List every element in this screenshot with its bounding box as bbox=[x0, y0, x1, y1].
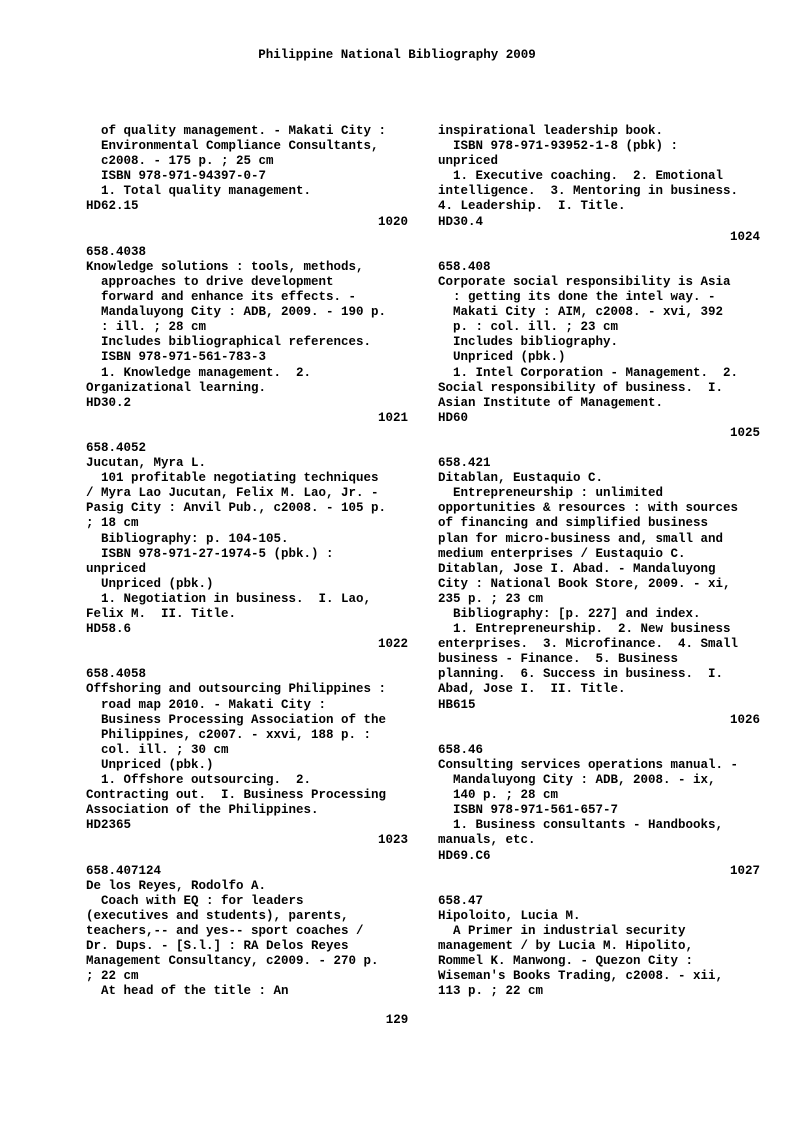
text-line: Unpriced (pbk.) bbox=[86, 576, 214, 591]
text-line: (executives and students), parents, bbox=[86, 908, 349, 923]
text-line: Rommel K. Manwong. - Quezon City : bbox=[438, 954, 694, 969]
text-line: Includes bibliography. bbox=[438, 335, 619, 350]
text-line: forward and enhance its effects. - bbox=[86, 290, 357, 305]
right-column bbox=[438, 124, 760, 999]
text-line: Pasig City : Anvil Pub., c2008. - 105 p. bbox=[86, 501, 387, 516]
text-line: HD60 bbox=[438, 410, 469, 425]
text-line: planning. 6. Success in business. I. bbox=[438, 667, 724, 682]
entry-gap bbox=[86, 849, 408, 864]
text-line: unpriced bbox=[86, 561, 147, 576]
entry-number: 1024 bbox=[729, 229, 760, 244]
text-line: Business Processing Association of the bbox=[86, 712, 387, 727]
text-line: enterprises. 3. Microfinance. 4. Small bbox=[438, 637, 739, 652]
entry-number: 1026 bbox=[729, 712, 760, 727]
text-line: unpriced bbox=[438, 154, 499, 169]
text-line: approaches to drive development bbox=[86, 274, 334, 289]
entry-number: 1025 bbox=[729, 425, 760, 440]
text-line: 1. Knowledge management. 2. bbox=[86, 365, 312, 380]
entry-number: 1022 bbox=[377, 637, 408, 652]
text-line: Social responsibility of business. I. bbox=[438, 380, 724, 395]
text-line: Includes bibliographical references. bbox=[86, 335, 372, 350]
text-line: 658.4058 bbox=[86, 667, 147, 682]
text-line: 1. Negotiation in business. I. Lao, bbox=[86, 591, 372, 606]
text-line: p. : col. ill. ; 23 cm bbox=[438, 320, 619, 335]
text-line: ; 18 cm bbox=[86, 516, 139, 531]
text-line: Contracting out. I. Business Processing bbox=[86, 788, 387, 803]
text-line: 658.47 bbox=[438, 893, 484, 908]
entry-number: 1027 bbox=[729, 863, 760, 878]
text-line: 658.46 bbox=[438, 742, 484, 757]
entry-gap bbox=[86, 426, 408, 441]
text-line: c2008. - 175 p. ; 25 cm bbox=[86, 154, 274, 169]
text-line: Wiseman's Books Trading, c2008. - xii, bbox=[438, 969, 724, 984]
text-line: Hipoloito, Lucia M. bbox=[438, 908, 581, 923]
entry-number: 1023 bbox=[377, 833, 408, 848]
text-line: HD62.15 bbox=[86, 199, 139, 214]
text-line: 1. Business consultants - Handbooks, bbox=[438, 818, 724, 833]
text-line: 1. Intel Corporation - Management. 2. bbox=[438, 365, 739, 380]
text-line: intelligence. 3. Mentoring in business. bbox=[438, 184, 739, 199]
text-line: business - Finance. 5. Business bbox=[438, 652, 679, 667]
text-line: opportunities & resources : with sources bbox=[438, 501, 739, 516]
text-line: Ditablan, Eustaquio C. bbox=[438, 471, 604, 486]
text-line: 4. Leadership. I. Title. bbox=[438, 199, 626, 214]
entry-number: 1020 bbox=[377, 214, 408, 229]
text-line: Organizational learning. bbox=[86, 380, 267, 395]
text-line: Association of the Philippines. bbox=[86, 803, 319, 818]
text-line: : ill. ; 28 cm bbox=[86, 320, 207, 335]
text-line: Jucutan, Myra L. bbox=[86, 456, 207, 471]
text-line: Environmental Compliance Consultants, bbox=[86, 139, 379, 154]
text-line: teachers,-- and yes-- sport coaches / bbox=[86, 923, 364, 938]
text-line: ISBN 978-971-27-1974-5 (pbk.) : bbox=[86, 546, 334, 561]
text-line: HD30.2 bbox=[86, 395, 132, 410]
text-line: plan for micro-business and, small and bbox=[438, 531, 724, 546]
text-line: HD30.4 bbox=[438, 214, 484, 229]
text-line: ; 22 cm bbox=[86, 969, 139, 984]
text-line: 658.4052 bbox=[86, 440, 147, 455]
text-line: De los Reyes, Rodolfo A. bbox=[86, 878, 267, 893]
text-line: ISBN 978-971-561-657-7 bbox=[438, 803, 619, 818]
text-line: 1. Entrepreneurship. 2. New business bbox=[438, 622, 731, 637]
text-line: 113 p. ; 22 cm bbox=[438, 984, 544, 999]
text-line: HB615 bbox=[438, 697, 476, 712]
text-line: col. ill. ; 30 cm bbox=[86, 742, 229, 757]
text-line: 658.408 bbox=[438, 259, 491, 274]
page-number: 129 bbox=[385, 1013, 409, 1027]
text-line: Unpriced (pbk.) bbox=[86, 757, 214, 772]
text-line: 1. Offshore outsourcing. 2. bbox=[86, 773, 312, 788]
text-line: Offshoring and outsourcing Philippines : bbox=[86, 682, 387, 697]
text-line: of financing and simplified business bbox=[438, 516, 709, 531]
text-line: management / by Lucia M. Hipolito, bbox=[438, 939, 694, 954]
text-line: Knowledge solutions : tools, methods, bbox=[86, 259, 364, 274]
text-line: Dr. Dups. - [S.l.] : RA Delos Reyes bbox=[86, 939, 349, 954]
entry-gap bbox=[438, 728, 760, 743]
text-line: ISBN 978-971-93952-1-8 (pbk) : bbox=[438, 139, 679, 154]
text-line: HD58.6 bbox=[86, 622, 132, 637]
text-line: ISBN 978-971-561-783-3 bbox=[86, 350, 267, 365]
text-line: At head of the title : An bbox=[86, 984, 289, 999]
text-line: Entrepreneurship : unlimited bbox=[438, 486, 664, 501]
entry-gap bbox=[438, 879, 760, 894]
left-column bbox=[86, 124, 408, 999]
text-line: of quality management. - Makati City : bbox=[86, 124, 387, 138]
text-line: : getting its done the intel way. - bbox=[438, 290, 716, 305]
entry-gap bbox=[86, 652, 408, 667]
text-line: Philippines, c2007. - xxvi, 188 p. : bbox=[86, 727, 372, 742]
text-line: 140 p. ; 28 cm bbox=[438, 788, 559, 803]
text-line: Bibliography: p. 104-105. bbox=[86, 531, 289, 546]
text-line: 1. Total quality management. bbox=[86, 184, 312, 199]
entry-gap bbox=[438, 245, 760, 260]
entry-number: 1021 bbox=[377, 410, 408, 425]
text-line: medium enterprises / Eustaquio C. bbox=[438, 546, 686, 561]
text-line: manuals, etc. bbox=[438, 833, 536, 848]
text-line: Bibliography: [p. 227] and index. bbox=[438, 607, 701, 621]
text-line: Mandaluyong City : ADB, 2008. - ix, bbox=[438, 773, 716, 788]
text-line: 658.421 bbox=[438, 456, 491, 471]
text-line: 658.407124 bbox=[86, 863, 162, 878]
text-line: 1. Executive coaching. 2. Emotional bbox=[438, 169, 724, 184]
text-line: 235 p. ; 23 cm bbox=[438, 591, 544, 606]
text-line: Coach with EQ : for leaders bbox=[86, 893, 304, 908]
text-line: Ditablan, Jose I. Abad. - Mandaluyong bbox=[438, 561, 716, 576]
text-line: HD69.C6 bbox=[438, 848, 491, 863]
text-line: Abad, Jose I. II. Title. bbox=[438, 682, 626, 697]
text-line: Mandaluyong City : ADB, 2009. - 190 p. bbox=[86, 305, 387, 320]
text-line: 658.4038 bbox=[86, 244, 147, 259]
page-header: Philippine National Bibliography 2009 bbox=[258, 48, 536, 62]
text-line: Corporate social responsibility is Asia bbox=[438, 274, 731, 289]
text-line: Felix M. II. Title. bbox=[86, 607, 237, 621]
text-line: 101 profitable negotiating techniques bbox=[86, 471, 379, 486]
text-line: ISBN 978-971-94397-0-7 bbox=[86, 169, 267, 184]
text-line: road map 2010. - Makati City : bbox=[86, 697, 327, 712]
entry-gap bbox=[438, 441, 760, 456]
text-line: inspirational leadership book. bbox=[438, 124, 664, 138]
entry-gap bbox=[86, 230, 408, 245]
text-line: A Primer in industrial security bbox=[438, 923, 686, 938]
text-line: Asian Institute of Management. bbox=[438, 395, 664, 410]
text-line: Management Consultancy, c2009. - 270 p. bbox=[86, 954, 379, 969]
text-line: / Myra Lao Jucutan, Felix M. Lao, Jr. - bbox=[86, 486, 379, 501]
text-line: HD2365 bbox=[86, 818, 132, 833]
text-line: City : National Book Store, 2009. - xi, bbox=[438, 576, 731, 591]
text-line: Unpriced (pbk.) bbox=[438, 350, 566, 365]
text-line: Consulting services operations manual. - bbox=[438, 757, 739, 772]
text-line: Makati City : AIM, c2008. - xvi, 392 bbox=[438, 305, 724, 320]
